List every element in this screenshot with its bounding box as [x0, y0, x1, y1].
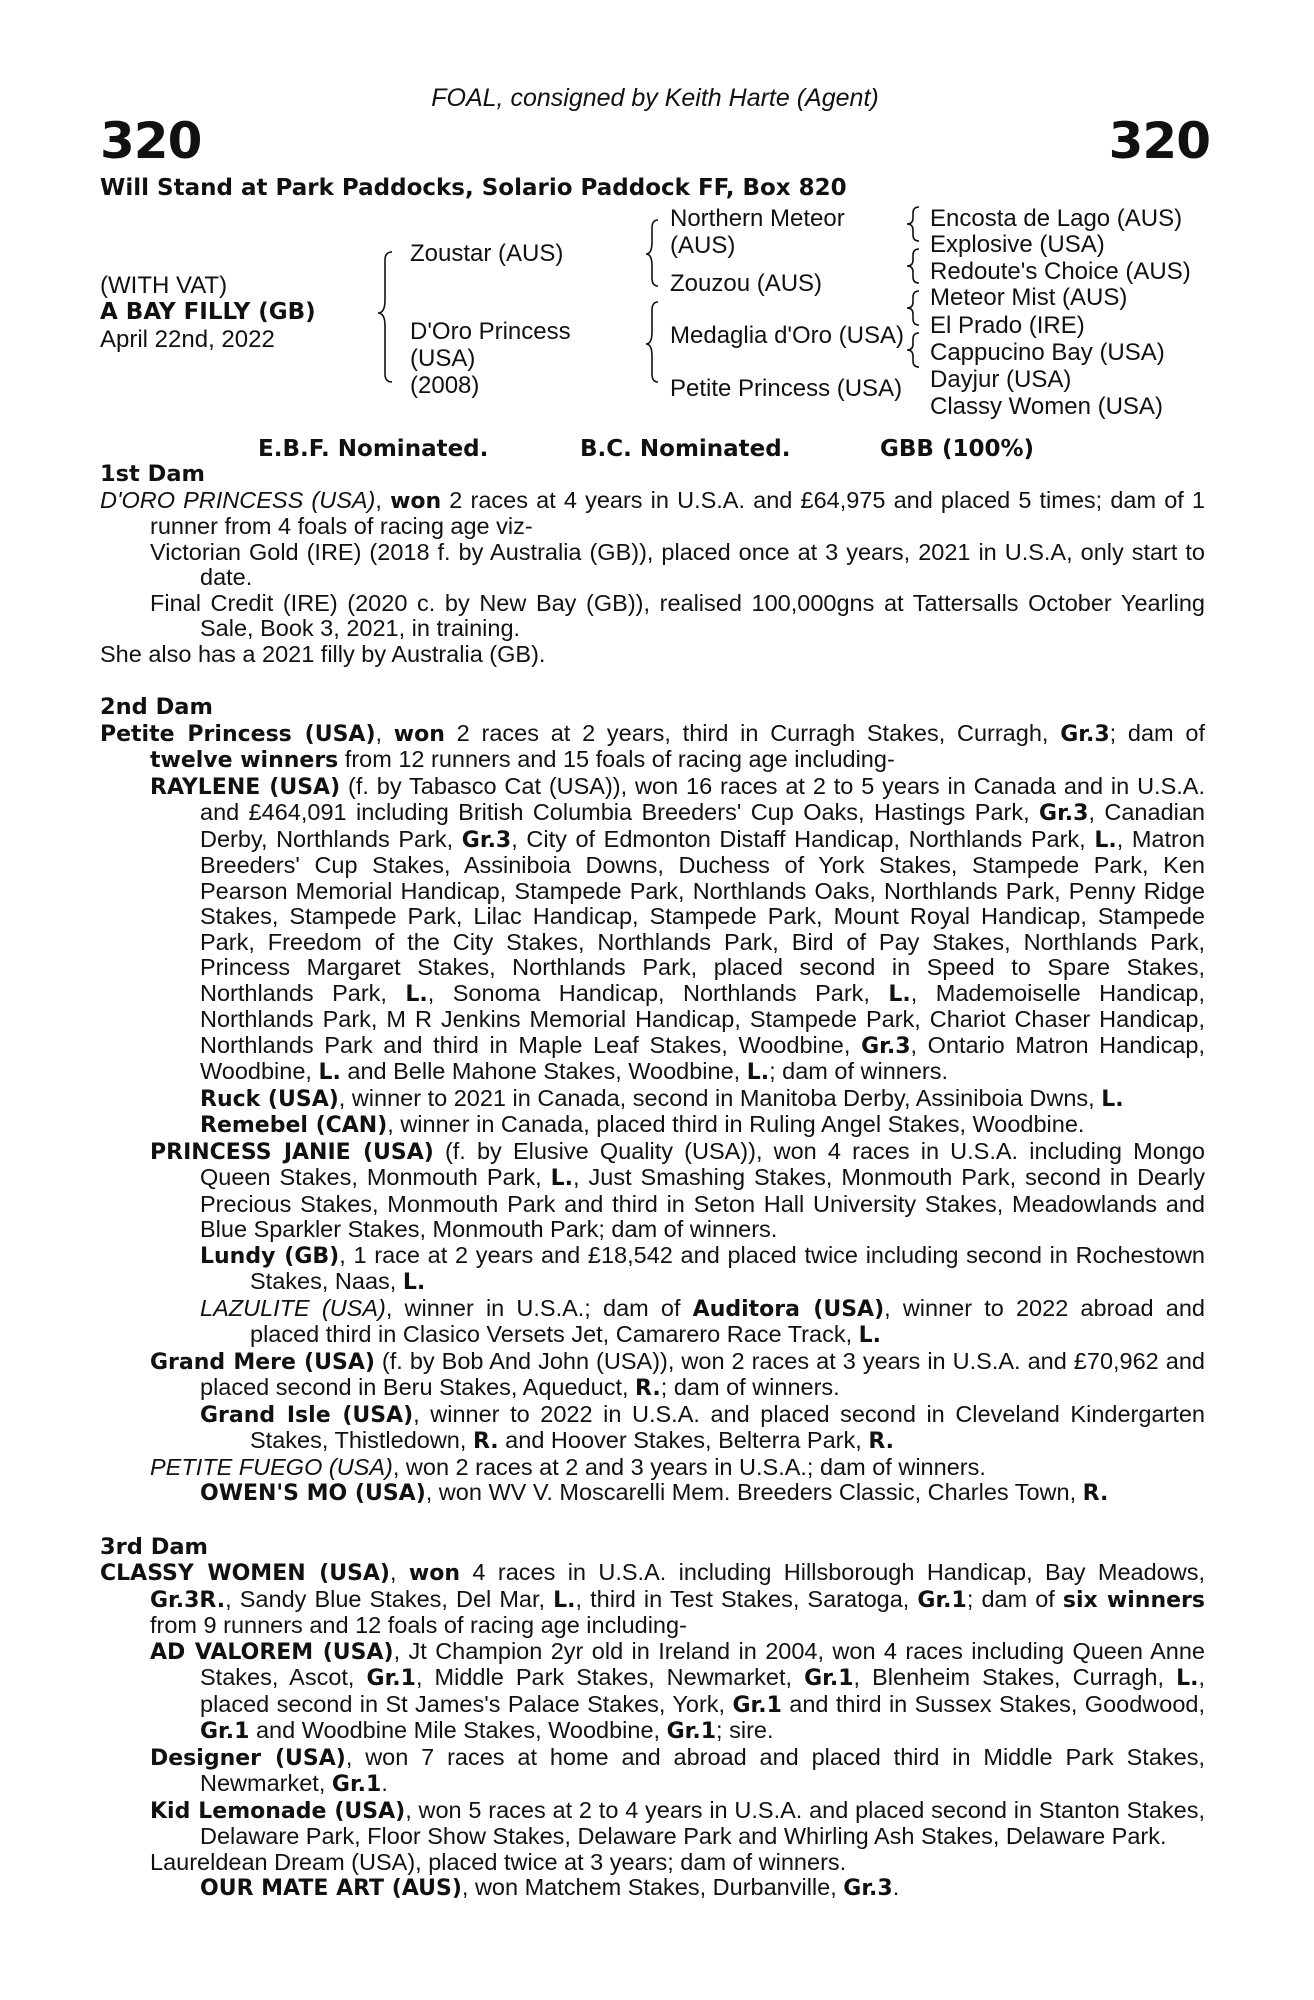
bracket-dam — [646, 302, 658, 382]
ancestor-3: Redoute's Choice (AUS) — [930, 258, 1191, 285]
horse-name: A BAY FILLY (GB) — [100, 299, 316, 325]
ancestor-1: Encosta de Lago (AUS) — [930, 205, 1183, 232]
produce-item: Victorian Gold (IRE) (2018 f. by Australia (GB)), placed once at 3 years, 2021 in U.S.A, only start to date. — [150, 538, 1205, 590]
dam-name-line2: (USA) — [410, 345, 476, 372]
lot-number-right: 320 — [1108, 112, 1210, 170]
sire-sire-line2: (AUS) — [670, 232, 736, 259]
pedigree-table — [100, 202, 1220, 427]
produce-item-kid-lemonade: Kid Lemonade (USA), won 5 races at 2 to 4 years in U.S.A. and placed second in Stanton Stakes, Delaware Park, Floor Show Stakes, Delaware Park and Whirling Ash Stakes, Delaware Park. — [150, 1796, 1205, 1849]
produce-item-grand-mere: Grand Mere (USA) (f. by Bob And John (USA)), won 2 races at 3 years in U.S.A. and £70,962 and placed second in Beru Stakes, Aqueduct, R.; dam of winners. — [150, 1347, 1205, 1401]
foaling-date: April 22nd, 2022 — [100, 326, 275, 353]
ancestor-7: Dayjur (USA) — [930, 366, 1072, 393]
first-dam-heading: 1st Dam — [100, 461, 205, 487]
bracket-g4 — [907, 333, 919, 367]
ebf-nomination: E.B.F. Nominated. — [258, 436, 489, 462]
produce-item-lazulite: LAZULITE (USA), winner in U.S.A.; dam of Auditora (USA), winner to 2022 abroad and placed third in Clasico Versets Jet, Camarero Race Track, L. — [200, 1294, 1205, 1348]
sire-sire-line1: Northern Meteor — [670, 205, 845, 232]
produce-item-lundy: Lundy (GB), 1 race at 2 years and £18,542 and placed twice including second in Rochestown Stakes, Naas, L. — [200, 1241, 1205, 1295]
dam-name-line1: D'Oro Princess — [410, 318, 571, 345]
dam-name-line3: (2008) — [410, 372, 480, 399]
third-dam-heading: 3rd Dam — [100, 1533, 208, 1560]
stand-location: Will Stand at Park Paddocks, Solario Paddock FF, Box 820 — [100, 175, 847, 201]
dam-sire: Medaglia d'Oro (USA) — [670, 322, 904, 349]
ancestor-4: Meteor Mist (AUS) — [930, 284, 1128, 311]
bracket-sire — [646, 220, 658, 286]
third-dam-entry: CLASSY WOMEN (USA), won 4 races in U.S.A. including Hillsborough Handicap, Bay Meadows, Gr.3R., Sandy Blue Stakes, Del Mar, L., third in Test Stakes, Saratoga, Gr.1; dam of six winners from 9 runners and 12 foals of racing age including- — [100, 1559, 1205, 1638]
produce-note: She also has a 2021 filly by Australia (GB). — [100, 640, 546, 667]
second-dam-entry: Petite Princess (USA), won 2 races at 2 years, third in Curragh Stakes, Curragh, Gr.3; dam of twelve winners from 12 runners and 15 foals of racing age including- — [100, 719, 1205, 773]
produce-item-ruck: Ruck (USA), winner to 2021 in Canada, second in Manitoba Derby, Assiniboia Dwns, L. — [200, 1084, 1124, 1112]
second-dam-heading: 2nd Dam — [100, 694, 213, 720]
produce-item-raylene: RAYLENE (USA) (f. by Tabasco Cat (USA)), won 16 races at 2 to 5 years in Canada and in U.S.A. and £464,091 including British Columbia Breeders' Cup Oaks, Hastings Park, Gr.3, Canadian Derby, Northlands Park, Gr.3, City of Edmonton Distaff Handicap, Northlands Park, L., Matron Breeders' Cup Stakes, Assiniboia Downs, Duchess of York Stakes, Stampede Park, Ken Pearson Memorial Handicap, Stampede Park, Northlands Oaks, Northlands Park, Penny Ridge Stakes, Stampede Park, Lilac Handicap, Stampede Park, Mount Royal Handicap, Stampede Park, Freedom of the City Stakes, Northlands Park, Bird of Pay Stakes, Northlands Park, Princess Margaret Stakes, Northlands Park, placed second in Speed to Spare Stakes, Northlands Park, L., Sonoma Handicap, Northlands Park, L., Mademoiselle Handicap, Northlands Park, M R Jenkins Memorial Handicap, Stampede Park, Chariot Chaser Handicap, Northlands Park and third in Maple Leaf Stakes, Woodbine, Gr.3, Ontario Matron Handicap, Woodbine, L. and Belle Mahone Stakes, Woodbine, L.; dam of winners. — [150, 772, 1206, 1085]
produce-item-our-mate-art: OUR MATE ART (AUS), won Matchem Stakes, Durbanville, Gr.3. — [200, 1874, 900, 1901]
consignor-line: FOAL, consigned by Keith Harte (Agent) — [431, 84, 879, 112]
lot-number-left: 320 — [100, 112, 202, 170]
produce-item-owens-mo: OWEN'S MO (USA), won WV V. Moscarelli Mem. Breeders Classic, Charles Town, R. — [200, 1479, 1109, 1506]
produce-item-princess-janie: PRINCESS JANIE (USA) (f. by Elusive Quality (USA)), won 4 races in U.S.A. including Mongo Queen Stakes, Monmouth Park, L., Just Smashing Stakes, Monmouth Park, second in Dearly Precious Stakes, Monmouth Park and third in Seton Hall University Stakes, Meadowlands and Blue Sparkler Stakes, Monmouth Park; dam of winners. — [150, 1137, 1205, 1242]
produce-item-remebel: Remebel (CAN), winner in Canada, placed third in Ruling Angel Stakes, Woodbine. — [200, 1111, 1085, 1138]
produce-record — [100, 462, 1205, 1902]
ancestor-5: El Prado (IRE) — [930, 312, 1085, 339]
ancestor-8: Classy Women (USA) — [930, 393, 1163, 420]
sire-dam: Zouzou (AUS) — [670, 270, 823, 297]
bracket-g1 — [907, 207, 919, 241]
bc-nomination: B.C. Nominated. — [580, 436, 791, 462]
produce-item: Final Credit (IRE) (2020 c. by New Bay (GB)), realised 100,000gns at Tattersalls October Yearling Sale, Book 3, 2021, in training. — [150, 589, 1205, 641]
produce-item-petite-fuego: PETITE FUEGO (USA), won 2 races at 2 and 3 years in U.S.A.; dam of winners. — [150, 1453, 986, 1480]
produce-item-ad-valorem: AD VALOREM (USA), Jt Champion 2yr old in Ireland in 2004, won 4 races including Queen Anne Stakes, Ascot, Gr.1, Middle Park Stakes, Newmarket, Gr.1, Blenheim Stakes, Curragh, L., placed second in St James's Palace Stakes, York, Gr.1 and third in Sussex Stakes, Goodwood, Gr.1 and Woodbine Mile Stakes, Woodbine, Gr.1; sire. — [150, 1637, 1206, 1744]
bracket-g2 — [907, 249, 919, 283]
first-dam-entry: D'ORO PRINCESS (USA), won 2 races at 4 years in U.S.A. and £64,975 and placed 5 times; dam of 1 runner from 4 foals of racing age viz- — [100, 486, 1206, 539]
bracket-g3 — [907, 291, 919, 325]
ancestor-2: Explosive (USA) — [930, 231, 1105, 258]
bracket-main — [378, 252, 392, 382]
produce-item-designer: Designer (USA), won 7 races at home and abroad and placed third in Middle Park Stakes, Newmarket, Gr.1. — [150, 1743, 1205, 1797]
produce-item-grand-isle: Grand Isle (USA), winner to 2022 in U.S.A. and placed second in Cleveland Kindergarten Stakes, Thistledown, R. and Hoover Stakes, Belterra Park, R. — [200, 1400, 1205, 1454]
sire-name: Zoustar (AUS) — [410, 240, 564, 267]
dam-dam: Petite Princess (USA) — [670, 375, 903, 402]
gbb-status: GBB (100%) — [880, 436, 1035, 462]
ancestor-6: Cappucino Bay (USA) — [930, 339, 1165, 366]
vat-note: (WITH VAT) — [100, 272, 228, 299]
produce-item-laureldean: Laureldean Dream (USA), placed twice at 3 years; dam of winners. — [150, 1848, 847, 1875]
